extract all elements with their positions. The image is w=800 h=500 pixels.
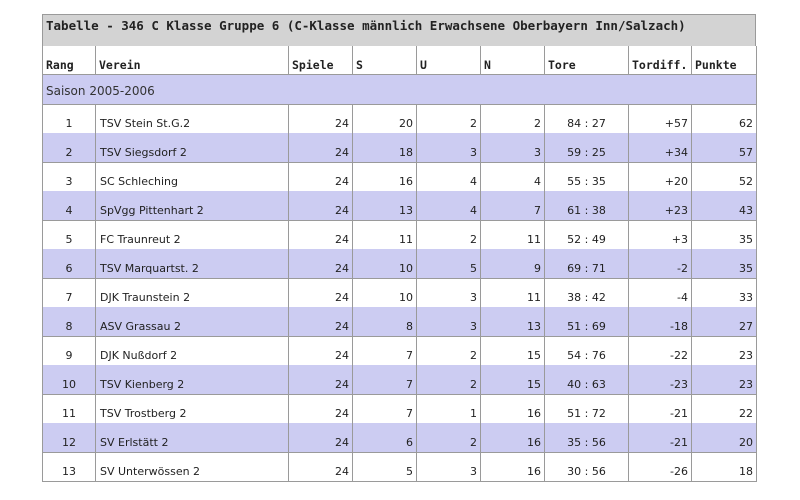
cell-rang: 8	[43, 307, 96, 336]
cell-rang: 2	[43, 133, 96, 162]
cell-spiele: 24	[289, 249, 353, 278]
cell-verein: SpVgg Pittenhart 2	[96, 191, 289, 220]
table-header	[43, 46, 757, 74]
cell-niederlagen: 16	[481, 423, 545, 452]
cell-punkte: 27	[692, 307, 757, 336]
cell-niederlagen: 15	[481, 365, 545, 394]
cell-tordiff: -18	[629, 307, 692, 336]
cell-niederlagen: 9	[481, 249, 545, 278]
cell-siege: 8	[353, 307, 417, 336]
cell-unentschieden: 3	[417, 133, 481, 162]
cell-tordiff: -22	[629, 336, 692, 365]
cell-spiele: 24	[289, 365, 353, 394]
cell-tore: 55 : 35	[545, 162, 629, 191]
header-tordiff: Tordiff.	[629, 46, 692, 74]
cell-spiele: 24	[289, 104, 353, 133]
standings-table	[42, 46, 757, 482]
cell-tore: 38 : 42	[545, 278, 629, 307]
cell-tore: 51 : 69	[545, 307, 629, 336]
cell-rang: 1	[43, 104, 96, 133]
cell-tore: 30 : 56	[545, 452, 629, 481]
table-row	[43, 162, 757, 191]
cell-rang: 5	[43, 220, 96, 249]
cell-tordiff: -4	[629, 278, 692, 307]
cell-unentschieden: 4	[417, 191, 481, 220]
cell-verein: TSV Trostberg 2	[96, 394, 289, 423]
header-niederlagen: N	[481, 46, 545, 74]
cell-verein: SV Erlstätt 2	[96, 423, 289, 452]
cell-tordiff: +3	[629, 220, 692, 249]
cell-spiele: 24	[289, 191, 353, 220]
cell-tore: 40 : 63	[545, 365, 629, 394]
cell-rang: 3	[43, 162, 96, 191]
cell-siege: 13	[353, 191, 417, 220]
table-row	[43, 365, 757, 394]
cell-spiele: 24	[289, 336, 353, 365]
cell-siege: 10	[353, 249, 417, 278]
cell-rang: 13	[43, 452, 96, 481]
table-row	[43, 278, 757, 307]
cell-spiele: 24	[289, 162, 353, 191]
cell-punkte: 23	[692, 336, 757, 365]
cell-niederlagen: 7	[481, 191, 545, 220]
cell-siege: 7	[353, 336, 417, 365]
cell-siege: 20	[353, 104, 417, 133]
cell-siege: 7	[353, 394, 417, 423]
cell-unentschieden: 2	[417, 336, 481, 365]
standings-panel	[42, 14, 756, 482]
cell-rang: 9	[43, 336, 96, 365]
cell-verein: DJK Traunstein 2	[96, 278, 289, 307]
cell-niederlagen: 16	[481, 394, 545, 423]
cell-siege: 5	[353, 452, 417, 481]
cell-unentschieden: 2	[417, 104, 481, 133]
cell-punkte: 62	[692, 104, 757, 133]
season-label: Saison 2005-2006	[43, 74, 757, 104]
cell-tore: 35 : 56	[545, 423, 629, 452]
cell-siege: 16	[353, 162, 417, 191]
cell-tore: 52 : 49	[545, 220, 629, 249]
cell-siege: 11	[353, 220, 417, 249]
cell-tordiff: -21	[629, 423, 692, 452]
header-spiele: Spiele	[289, 46, 353, 74]
cell-punkte: 52	[692, 162, 757, 191]
table-title: Tabelle - 346 C Klasse Gruppe 6 (C-Klasse männlich Erwachsene Oberbayern Inn/Salzach)	[42, 14, 756, 46]
table-row	[43, 394, 757, 423]
cell-niederlagen: 4	[481, 162, 545, 191]
cell-verein: SV Unterwössen 2	[96, 452, 289, 481]
cell-verein: SC Schleching	[96, 162, 289, 191]
cell-siege: 18	[353, 133, 417, 162]
header-tore: Tore	[545, 46, 629, 74]
cell-unentschieden: 3	[417, 452, 481, 481]
header-punkte: Punkte	[692, 46, 757, 74]
cell-verein: TSV Stein St.G.2	[96, 104, 289, 133]
table-row	[43, 133, 757, 162]
cell-punkte: 22	[692, 394, 757, 423]
cell-verein: FC Traunreut 2	[96, 220, 289, 249]
cell-rang: 6	[43, 249, 96, 278]
cell-spiele: 24	[289, 394, 353, 423]
cell-rang: 7	[43, 278, 96, 307]
table-row	[43, 336, 757, 365]
table-row	[43, 104, 757, 133]
cell-tore: 59 : 25	[545, 133, 629, 162]
cell-rang: 10	[43, 365, 96, 394]
cell-verein: DJK Nußdorf 2	[96, 336, 289, 365]
header-rang: Rang	[43, 46, 96, 74]
cell-unentschieden: 3	[417, 307, 481, 336]
cell-punkte: 43	[692, 191, 757, 220]
table-row	[43, 220, 757, 249]
table-row	[43, 452, 757, 481]
cell-unentschieden: 2	[417, 365, 481, 394]
cell-punkte: 23	[692, 365, 757, 394]
cell-tordiff: -26	[629, 452, 692, 481]
cell-verein: TSV Kienberg 2	[96, 365, 289, 394]
cell-punkte: 57	[692, 133, 757, 162]
cell-niederlagen: 15	[481, 336, 545, 365]
cell-spiele: 24	[289, 423, 353, 452]
cell-niederlagen: 16	[481, 452, 545, 481]
cell-tore: 61 : 38	[545, 191, 629, 220]
cell-punkte: 33	[692, 278, 757, 307]
cell-verein: TSV Marquartst. 2	[96, 249, 289, 278]
cell-rang: 11	[43, 394, 96, 423]
cell-tordiff: -2	[629, 249, 692, 278]
cell-punkte: 35	[692, 249, 757, 278]
cell-siege: 7	[353, 365, 417, 394]
cell-tore: 51 : 72	[545, 394, 629, 423]
cell-tordiff: -21	[629, 394, 692, 423]
cell-unentschieden: 3	[417, 278, 481, 307]
cell-spiele: 24	[289, 307, 353, 336]
cell-siege: 10	[353, 278, 417, 307]
cell-rang: 4	[43, 191, 96, 220]
cell-unentschieden: 2	[417, 220, 481, 249]
cell-niederlagen: 11	[481, 220, 545, 249]
cell-niederlagen: 3	[481, 133, 545, 162]
cell-unentschieden: 2	[417, 423, 481, 452]
cell-punkte: 35	[692, 220, 757, 249]
header-unentschieden: U	[417, 46, 481, 74]
cell-rang: 12	[43, 423, 96, 452]
table-row	[43, 307, 757, 336]
cell-tordiff: +20	[629, 162, 692, 191]
cell-unentschieden: 1	[417, 394, 481, 423]
header-verein: Verein	[96, 46, 289, 74]
cell-tore: 69 : 71	[545, 249, 629, 278]
cell-tordiff: +34	[629, 133, 692, 162]
header-siege: S	[353, 46, 417, 74]
cell-tordiff: -23	[629, 365, 692, 394]
cell-punkte: 20	[692, 423, 757, 452]
cell-spiele: 24	[289, 278, 353, 307]
cell-tordiff: +57	[629, 104, 692, 133]
table-row	[43, 423, 757, 452]
cell-spiele: 24	[289, 452, 353, 481]
cell-tore: 84 : 27	[545, 104, 629, 133]
cell-tore: 54 : 76	[545, 336, 629, 365]
cell-verein: TSV Siegsdorf 2	[96, 133, 289, 162]
standings-rows	[43, 104, 757, 481]
cell-tordiff: +23	[629, 191, 692, 220]
cell-punkte: 18	[692, 452, 757, 481]
cell-unentschieden: 4	[417, 162, 481, 191]
cell-spiele: 24	[289, 220, 353, 249]
cell-unentschieden: 5	[417, 249, 481, 278]
cell-verein: ASV Grassau 2	[96, 307, 289, 336]
cell-siege: 6	[353, 423, 417, 452]
table-row	[43, 191, 757, 220]
cell-niederlagen: 2	[481, 104, 545, 133]
cell-niederlagen: 11	[481, 278, 545, 307]
table-row	[43, 249, 757, 278]
cell-niederlagen: 13	[481, 307, 545, 336]
cell-spiele: 24	[289, 133, 353, 162]
